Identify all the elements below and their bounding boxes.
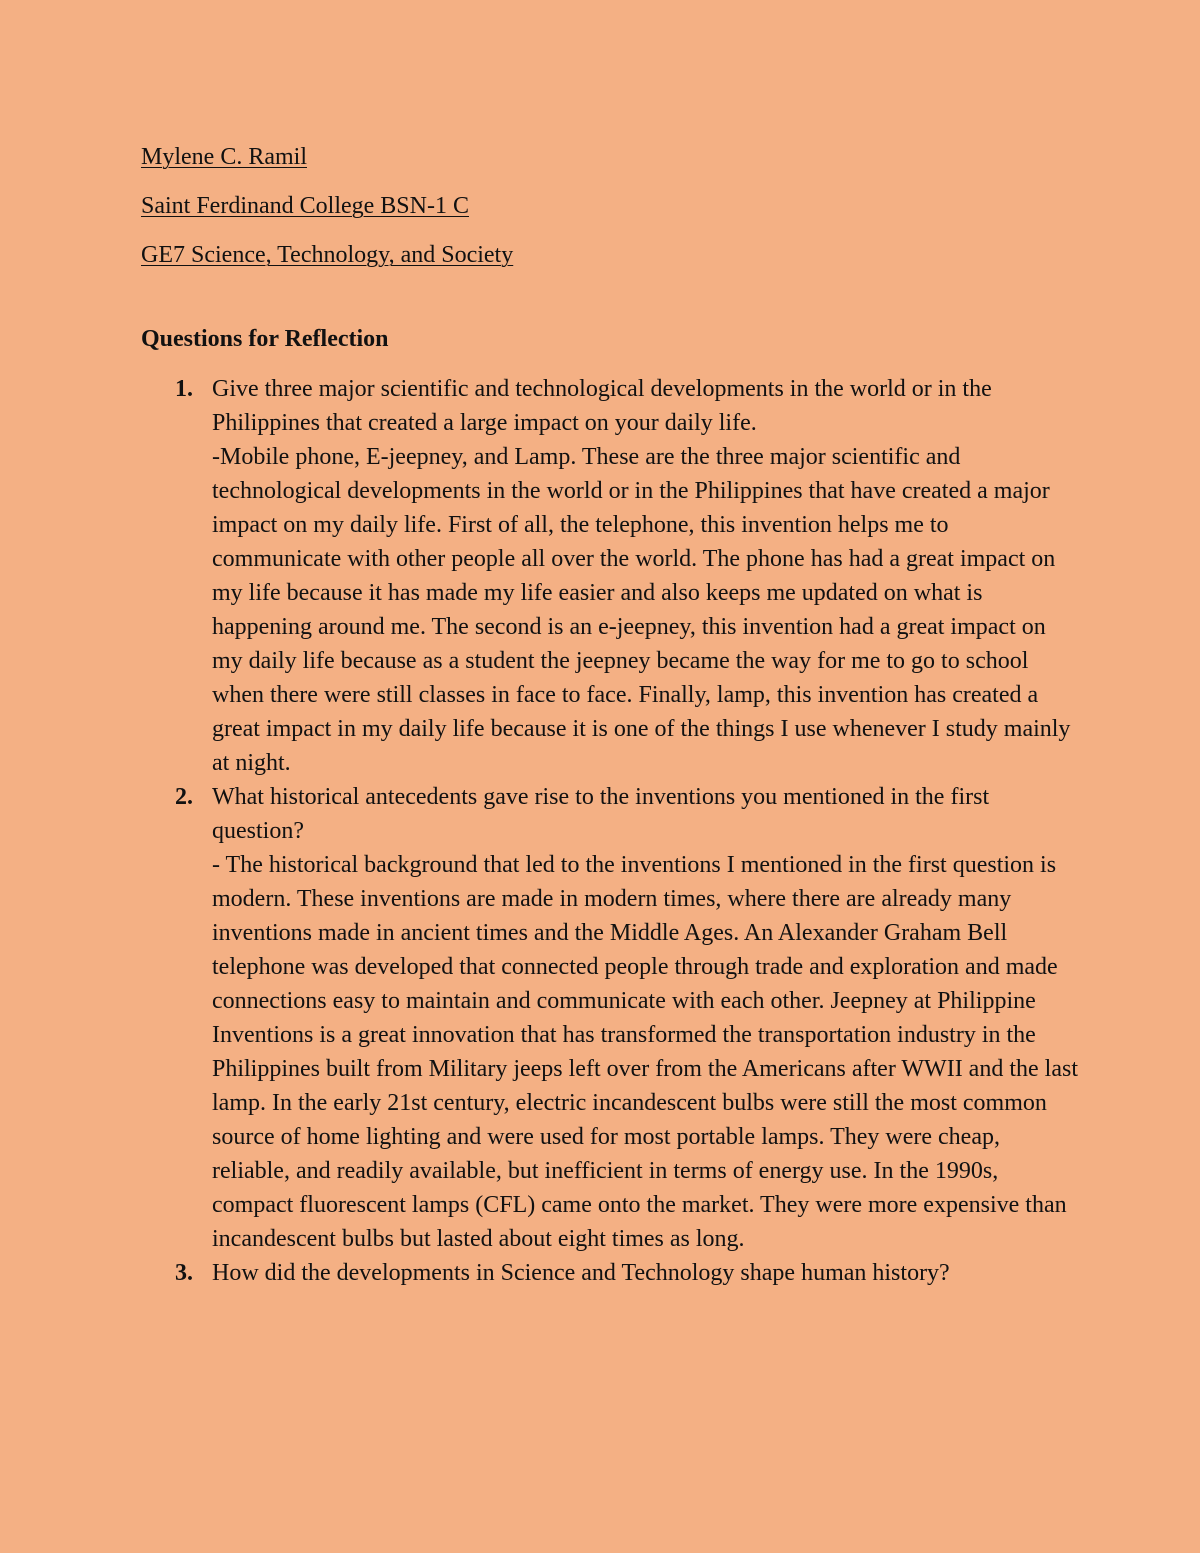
question-item-1 <box>141 372 1081 780</box>
answer-text: -Mobile phone, E-jeepney, and Lamp. These are the three major scientific and technological developments in the world or in the Philippines that have created a major impact on my daily life. First of all, the telephone, this invention helps me to communicate with other people all over the world. The phone has had a great impact on my life because it has made my life easier and also keeps me updated on what is happening around me. The second is an e-jeepney, this invention had a great impact on my daily life because as a student the jeepney became the way for me to go to school when there were still classes in face to face. Finally, lamp, this invention has created a great impact in my daily life because it is one of the things I use whenever I study mainly at night. <box>212 444 1071 776</box>
question-number: 1. <box>175 376 193 402</box>
document-page <box>141 140 1081 1290</box>
course-title: GE7 Science, Technology, and Society <box>141 242 514 268</box>
school-section: Saint Ferdinand College BSN-1 C <box>141 193 469 219</box>
question-number: 2. <box>175 784 193 810</box>
question-item-2 <box>141 780 1081 1256</box>
answer-text: - The historical background that led to the inventions I mentioned in the first question is modern. These inventions are made in modern times, where there are already many inventions made in ancient times and the Middle Ages. An Alexander Graham Bell telephone was developed that connected people through trade and exploration and made connections easy to maintain and communicate with each other. Jeepney at Philippine Inventions is a great innovation that has transformed the transportation industry in the Philippines built from Military jeeps left over from the Americans after WWII and the last lamp. In the early 21st century, electric incandescent bulbs were still the most common source of home lighting and were used for most portable lamps. They were cheap, reliable, and readily available, but inefficient in terms of energy use. In the 1990s, compact fluorescent lamps (CFL) came onto the market. They were more expensive than incandescent bulbs but lasted about eight times as long. <box>212 852 1078 1252</box>
question-text: How did the developments in Science and Technology shape human history? <box>212 1260 950 1286</box>
question-item-3 <box>141 1256 1081 1290</box>
question-number: 3. <box>175 1260 193 1286</box>
questions-list <box>141 372 1081 1290</box>
author-name: Mylene C. Ramil <box>141 144 307 170</box>
question-text: Give three major scientific and technological developments in the world or in the Philippines that created a large impact on your daily life. <box>212 376 992 436</box>
question-text: What historical antecedents gave rise to the inventions you mentioned in the first question? <box>212 784 990 844</box>
section-title: Questions for Reflection <box>141 326 389 352</box>
